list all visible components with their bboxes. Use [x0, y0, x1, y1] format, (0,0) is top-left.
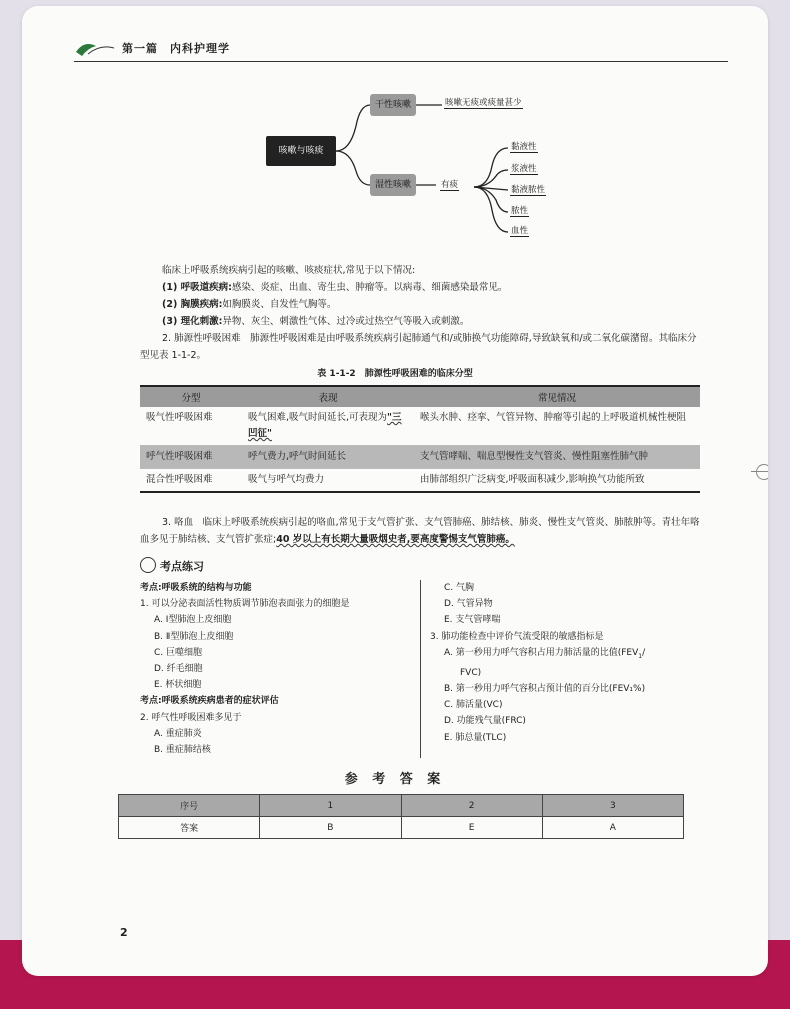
wet-cough-node: 湿性咳嗽: [370, 174, 416, 196]
table-cell: 呼气费力,呼气时间延长: [242, 446, 414, 469]
list-item: [140, 313, 706, 330]
practice-title: 考点练习: [160, 560, 204, 573]
answers-cell: 2: [401, 795, 542, 817]
paragraph: [140, 330, 706, 364]
page-header: [74, 36, 728, 62]
paragraph-text: 临床上呼吸系统疾病引起的咯血,常见于支气管扩张、支气管肺癌、肺结核、肺炎、慢性支气管炎、肺脓肿等。青壮年咯血多见于肺结核、支气管扩张症;: [140, 517, 700, 545]
answers-cell: 序号: [119, 795, 260, 817]
answers-cell: B: [260, 817, 401, 839]
table-row: [140, 446, 700, 469]
answers-table: [118, 794, 684, 839]
option: A. Ⅰ型肺泡上皮细胞: [154, 615, 232, 626]
column-divider: [420, 580, 421, 758]
option: D. 气管异物: [444, 599, 493, 610]
dyspnea-table: [140, 385, 700, 493]
sputum-type: 浆液性: [511, 164, 537, 174]
option: C. 巨噬细胞: [154, 647, 203, 658]
table-caption: 表 1-1-2 肺源性呼吸困难的临床分型: [317, 369, 473, 379]
list-item-label: (3) 理化刺激:: [162, 316, 223, 327]
table-cell: 呼气性呼吸困难: [140, 446, 242, 469]
list-item-text: 异物、灰尘、刺激性气体、过冷或过热空气等吸入或刺激。: [222, 316, 470, 327]
question: 3. 肺功能检查中评价气流受限的敏感指标是: [430, 631, 604, 642]
registration-mark-icon: [756, 464, 768, 480]
table-cell: 吸气与呼气均费力: [242, 469, 414, 493]
table-cell: 支气管哮喘、喘息型慢性支气管炎、慢性阻塞性肺气肿: [414, 446, 700, 469]
question: 2. 呼气性呼吸困难多见于: [140, 712, 242, 723]
option: D. 功能残气量(FRC): [444, 716, 526, 727]
dry-cough-node: 干性咳嗽: [370, 94, 416, 116]
practice-heading: [140, 557, 204, 574]
answers-cell: A: [542, 817, 683, 839]
dry-cough-desc: 咳嗽无痰或痰量甚少: [445, 98, 522, 108]
table-row: [140, 469, 700, 493]
answers-row: [119, 817, 684, 839]
sputum-type: 血性: [511, 226, 529, 236]
answers-header-row: [119, 795, 684, 817]
table-header: 常见情况: [414, 386, 700, 407]
answers-cell: 1: [260, 795, 401, 817]
option: B. Ⅱ型肺泡上皮细胞: [154, 631, 234, 642]
cough-mindmap: [260, 86, 580, 246]
answers-cell: E: [401, 817, 542, 839]
table-cell: 混合性呼吸困难: [140, 469, 242, 493]
chapter-title: 第一篇 内科护理学: [122, 42, 230, 55]
hemoptysis-paragraph: [140, 514, 706, 548]
sign-text: 吸气困难,吸气时间延长,可表现为: [248, 412, 388, 423]
option: C. 肺活量(VC): [444, 700, 503, 711]
header-rule: [74, 61, 728, 62]
practice-right-column: [430, 580, 710, 746]
table-row: [140, 407, 700, 446]
list-item-label: (1) 呼吸道疾病:: [162, 282, 232, 293]
topic-label: 考点:呼吸系统的结构与功能: [140, 583, 252, 593]
list-item: [140, 279, 706, 296]
sputum-type: 黏液性: [511, 142, 537, 152]
list-item-text: 感染、炎症、出血、寄生虫、肿瘤等。以病毒、细菌感染最常见。: [231, 282, 508, 293]
table-cell: 吸气性呼吸困难: [140, 407, 242, 446]
book-logo-icon: [74, 38, 118, 58]
section-heading: 2. 肺源性呼吸困难: [162, 333, 241, 344]
mindmap-root: 咳嗽与咳痰: [266, 136, 336, 166]
sputum-type: 脓性: [511, 206, 529, 216]
answers-cell: 3: [542, 795, 683, 817]
topic-label: 考点:呼吸系统疾病患者的症状评估: [140, 696, 279, 707]
option: B. 第一秒用力呼气容积占预计值的百分比(FEV₁%): [444, 684, 646, 695]
table-cell: [242, 407, 414, 446]
emphasis-text: 40 岁以上有长期大量吸烟史者,要高度警惕支气管肺癌。: [276, 534, 515, 545]
list-item-label: (2) 胸膜疾病:: [162, 299, 223, 310]
practice-left-column: [140, 580, 420, 758]
sputum-type: 黏液脓性: [511, 185, 546, 195]
table-header-row: [140, 386, 700, 407]
option: E. 支气管哮喘: [444, 615, 501, 626]
answers-cell: 答案: [119, 817, 260, 839]
paragraph: 临床上呼吸系统疾病引起的咳嗽、咳痰症状,常见于以下情况:: [162, 265, 416, 276]
table-header: 分型: [140, 386, 242, 407]
option: E. 杯状细胞: [154, 680, 202, 691]
sign-emphasis: "三凹征": [248, 412, 402, 439]
option: A. 重症肺炎: [154, 728, 202, 739]
list-item: [140, 296, 706, 313]
option: E. 肺总量(TLC): [444, 732, 507, 743]
option: B. 重症肺结核: [154, 745, 211, 756]
table-header: 表现: [242, 386, 414, 407]
question: 1. 可以分泌表面活性物质调节肺泡表面张力的细胞是: [140, 599, 350, 610]
table-cell: 由肺部组织广泛病变,呼吸面积减少,影响换气功能所致: [414, 469, 700, 493]
cough-intro: [140, 262, 706, 364]
book-page: [22, 6, 768, 976]
sputum-node: 有痰: [441, 180, 459, 190]
list-item-text: 如胸膜炎、自发性气胸等。: [222, 299, 337, 310]
section-heading: 3. 咯血: [162, 517, 194, 528]
page-number: 2: [120, 926, 128, 939]
paragraph-text: 肺源性呼吸困难是由呼吸系统疾病引起肺通气和/或肺换气功能障碍,导致缺氧和/或二氧化碳潴留。其临床分型见表 1-1-2。: [140, 333, 697, 361]
answers-title: 参 考 答 案: [344, 772, 446, 787]
option-text: A. 第一秒用力呼气容积占用力肺活量的比值(FEV: [444, 647, 639, 658]
option: C. 气胸: [444, 583, 475, 593]
table-cell: 喉头水肿、痉挛、气管异物、肿瘤等引起的上呼吸道机械性梗阻: [414, 407, 700, 446]
lightbulb-icon: [140, 557, 156, 573]
option: D. 纤毛细胞: [154, 664, 203, 675]
option-continuation: FVC): [460, 667, 482, 678]
option: A. 第一秒用力呼气容积占用力肺活量的比值($FEV_1/$: [444, 647, 646, 660]
